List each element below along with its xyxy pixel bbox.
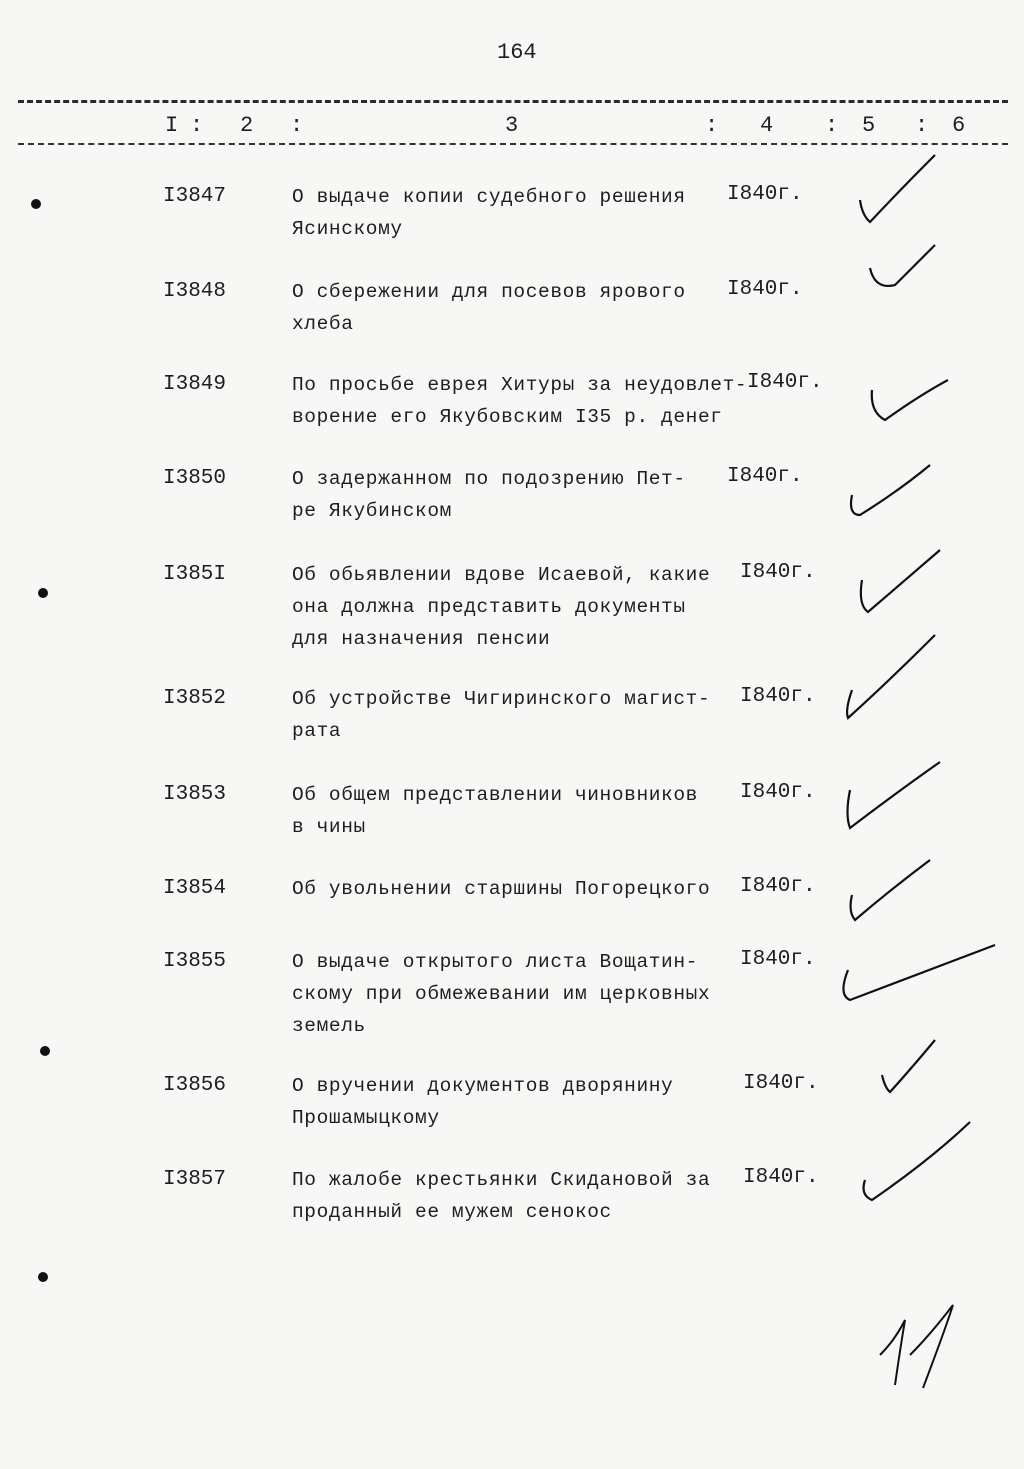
column-separator: : (915, 113, 929, 138)
column-header-3: 3 (505, 113, 519, 138)
description-line: О выдаче копии судебного решения (292, 186, 686, 208)
entry-year: I840г. (740, 875, 816, 898)
column-separator: : (190, 113, 204, 138)
description-line: О задержанном по подозрению Пет- (292, 468, 686, 490)
description-line: проданный ее мужем сенокос (292, 1201, 612, 1223)
entry-year: I840г. (740, 948, 816, 971)
description-line: скому при обмежевании им церковных (292, 983, 711, 1005)
entry-number: I3849 (163, 373, 227, 396)
entry-number: I3852 (163, 687, 227, 710)
description-line: Об обьявлении вдове Исаевой, какие (292, 564, 711, 586)
description-line: О сбережении для посевов ярового (292, 281, 686, 303)
column-header-2: 2 (240, 113, 254, 138)
column-separator: : (705, 113, 719, 138)
description-line: она должна представить документы (292, 596, 686, 618)
description-line: О вручении документов дворянину (292, 1075, 674, 1097)
entry-number: I3853 (163, 783, 227, 806)
entry-number: I3855 (163, 950, 227, 973)
page-number: 164 (497, 40, 537, 65)
column-separator: : (825, 113, 839, 138)
entry-year: I840г. (727, 183, 803, 206)
entry-year: I840г. (743, 1166, 819, 1189)
entry-year: I840г. (740, 561, 816, 584)
entry-number: I3850 (163, 467, 227, 490)
description-line: О выдаче открытого листа Вощатин- (292, 951, 698, 973)
description-line: рата (292, 720, 342, 742)
entry-number: I3857 (163, 1168, 227, 1191)
handwritten-total-text (0, 0, 1, 1)
entry-year: I840г. (740, 781, 816, 804)
punch-hole-mark (31, 199, 41, 209)
description-line: По жалобе крестьянки Скидановой за (292, 1169, 711, 1191)
description-line: Прошамыцкому (292, 1107, 440, 1129)
entry-year: I840г. (727, 278, 803, 301)
entry-number: I3854 (163, 877, 227, 900)
entry-year: I840г. (747, 371, 823, 394)
punch-hole-mark (40, 1046, 50, 1056)
column-separator: : (290, 113, 304, 138)
description-line: Ясинскому (292, 218, 403, 240)
entry-number: I3848 (163, 280, 227, 303)
description-line: ре Якубинском (292, 500, 452, 522)
entry-number: I385I (163, 563, 227, 586)
description-line: ворение его Якубовским I35 р. денег (292, 406, 723, 428)
entry-year: I840г. (743, 1072, 819, 1095)
description-line: хлеба (292, 313, 354, 335)
entry-year: I840г. (740, 685, 816, 708)
description-line: земель (292, 1015, 366, 1037)
column-header-4: 4 (760, 113, 774, 138)
column-header-6: 6 (952, 113, 966, 138)
handwritten-total (875, 1300, 965, 1390)
description-line: Об общем представлении чиновников (292, 784, 698, 806)
punch-hole-mark (38, 1272, 48, 1282)
entry-number: I3847 (163, 185, 227, 208)
column-header-5: 5 (862, 113, 876, 138)
description-line: По просьбе еврея Хитуры за неудовлет- (292, 374, 748, 396)
description-line: Об увольнении старшины Погорецкого (292, 878, 711, 900)
entry-year: I840г. (727, 465, 803, 488)
description-line: в чины (292, 816, 366, 838)
column-header-I: I (165, 113, 179, 138)
punch-hole-mark (38, 588, 48, 598)
description-line: Об устройстве Чигиринского магист- (292, 688, 711, 710)
entry-number: I3856 (163, 1074, 227, 1097)
description-line: для назначения пенсии (292, 628, 551, 650)
